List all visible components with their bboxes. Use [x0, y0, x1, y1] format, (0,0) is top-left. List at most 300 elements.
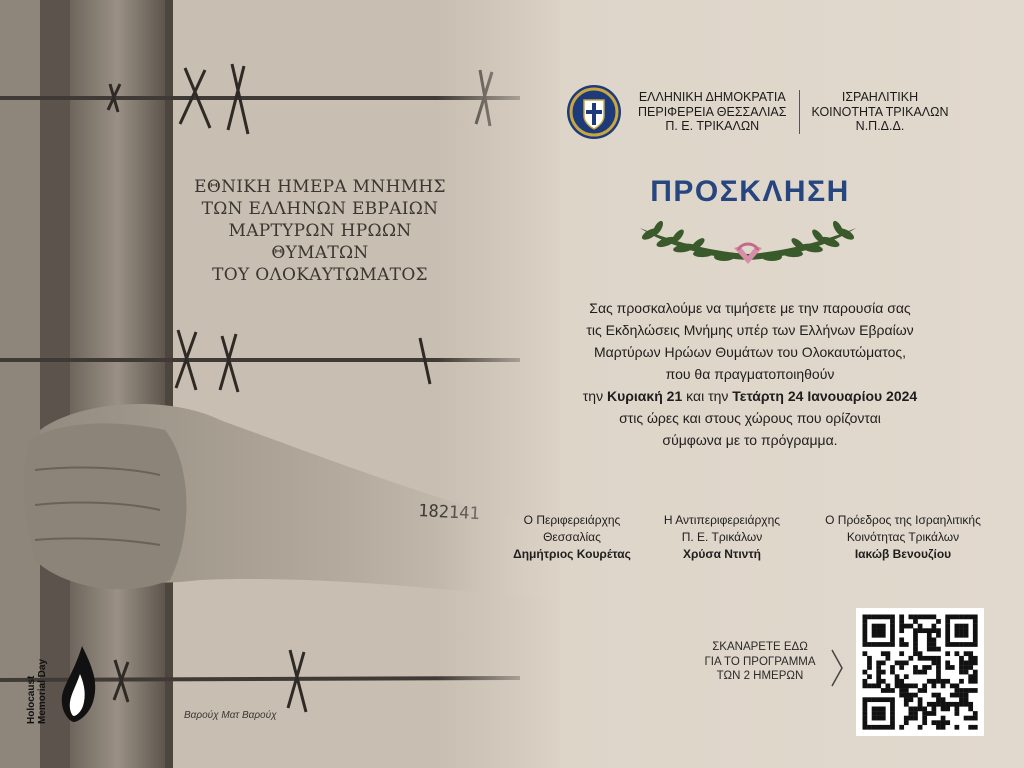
qr-module	[881, 679, 886, 684]
qr-module	[872, 624, 877, 629]
qr-module	[904, 642, 909, 647]
greek-coat-of-arms-icon	[566, 84, 622, 140]
signatory-role: Η Αντιπεριφερειάρχης	[663, 513, 781, 527]
qr-module	[973, 642, 978, 647]
qr-module	[973, 688, 978, 693]
signatory-name: Χρύσα Ντιντή	[682, 547, 762, 561]
qr-module	[918, 697, 923, 702]
qr-module	[968, 642, 973, 647]
scan-line: ΓΙΑ ΤΟ ΠΡΟΓΡΑΜΜΑ	[704, 655, 816, 668]
body-line: στις ώρες και στους χώρους που ορίζονται	[619, 410, 881, 426]
jewish-community-name	[812, 90, 949, 134]
qr-module	[955, 702, 960, 707]
qr-module	[936, 697, 941, 702]
qr-module	[955, 707, 960, 712]
region-line: Π. Ε. ΤΡΙΚΑΛΩΝ	[665, 119, 760, 134]
qr-module	[936, 628, 941, 633]
scan-line: ΣΚΑΝΑΡΕΤΕ ΕΔΩ	[712, 641, 808, 653]
qr-module	[872, 628, 877, 633]
qr-module	[945, 661, 950, 666]
qr-module	[872, 711, 877, 716]
qr-module	[941, 707, 946, 712]
qr-module	[904, 693, 909, 698]
qr-module	[945, 720, 950, 725]
qr-module	[909, 711, 914, 716]
qr-module	[927, 615, 932, 620]
qr-module	[936, 647, 941, 652]
signatory-role: Κοινότητας Τρικάλων	[846, 530, 960, 544]
qr-module	[932, 642, 937, 647]
qr-module	[881, 725, 886, 730]
qr-module	[959, 665, 964, 670]
qr-module	[922, 615, 927, 620]
memorial-title-line: ΘΥΜΑΤΩΝ	[271, 243, 369, 263]
signatory-community-president	[808, 512, 998, 563]
qr-module	[955, 624, 960, 629]
qr-module	[876, 624, 881, 629]
qr-module	[950, 642, 955, 647]
qr-module	[932, 638, 937, 643]
chevron-right-icon	[830, 648, 844, 688]
qr-module	[876, 697, 881, 702]
qr-module	[964, 665, 969, 670]
qr-module	[964, 628, 969, 633]
qr-module	[872, 615, 877, 620]
qr-module	[968, 679, 973, 684]
qr-module	[881, 670, 886, 675]
logo-line: Memorial Day	[37, 658, 48, 724]
qr-module	[913, 642, 918, 647]
qr-module	[918, 615, 923, 620]
qr-module	[863, 716, 868, 721]
qr-module	[973, 670, 978, 675]
qr-module	[881, 633, 886, 638]
qr-module	[950, 665, 955, 670]
qr-module	[863, 638, 868, 643]
memorial-title-line: ΤΟΥ ΟΛΟΚΑΥΤΩΜΑΤΟΣ	[212, 265, 428, 285]
qr-module	[959, 661, 964, 666]
qr-module	[932, 720, 937, 725]
community-line: ΚΟΙΝΟΤΗΤΑ ΤΡΙΚΑΛΩΝ	[811, 104, 949, 119]
qr-module	[913, 707, 918, 712]
qr-module	[890, 633, 895, 638]
qr-module	[964, 642, 969, 647]
qr-module	[927, 656, 932, 661]
qr-module	[945, 702, 950, 707]
qr-module	[876, 670, 881, 675]
qr-module	[936, 633, 941, 638]
qr-module	[890, 642, 895, 647]
qr-module	[895, 679, 900, 684]
qr-module	[936, 674, 941, 679]
qr-module	[876, 674, 881, 679]
qr-module	[936, 619, 941, 624]
qr-module	[890, 688, 895, 693]
qr-module	[886, 688, 891, 693]
qr-module	[876, 716, 881, 721]
qr-module	[945, 628, 950, 633]
qr-module	[936, 679, 941, 684]
qr-module	[895, 684, 900, 689]
qr-module	[959, 642, 964, 647]
qr-module	[904, 720, 909, 725]
qr-module	[941, 716, 946, 721]
qr-module	[863, 670, 868, 675]
qr-module	[936, 702, 941, 707]
qr-module	[959, 670, 964, 675]
qr-module	[863, 628, 868, 633]
qr-code[interactable]	[856, 608, 984, 736]
qr-module	[863, 615, 868, 620]
qr-module	[968, 615, 973, 620]
qr-module	[932, 679, 937, 684]
qr-module	[932, 628, 937, 633]
signatory-role: Ο Πρόεδρος της Ισραηλιτικής	[825, 513, 981, 527]
qr-module	[881, 661, 886, 666]
qr-module	[913, 693, 918, 698]
qr-module	[881, 624, 886, 629]
qr-module	[890, 697, 895, 702]
region-line: ΠΕΡΙΦΕΡΕΙΑ ΘΕΣΣΑΛΙΑΣ	[638, 104, 787, 119]
qr-module	[886, 642, 891, 647]
qr-module	[950, 693, 955, 698]
region-name	[638, 90, 787, 134]
qr-module	[904, 688, 909, 693]
qr-module	[941, 679, 946, 684]
qr-module	[899, 679, 904, 684]
qr-module	[909, 697, 914, 702]
qr-module	[927, 711, 932, 716]
qr-module	[955, 693, 960, 698]
qr-module	[886, 725, 891, 730]
qr-module	[913, 684, 918, 689]
qr-module	[899, 725, 904, 730]
qr-module	[886, 684, 891, 689]
qr-module	[918, 702, 923, 707]
qr-module	[959, 702, 964, 707]
signatory-role: Ο Περιφερειάρχης	[523, 513, 621, 527]
signatory-name: Ιακώβ Βενουζίου	[854, 547, 952, 561]
qr-module	[867, 674, 872, 679]
qr-module	[867, 642, 872, 647]
date-wednesday: Τετάρτη 24 Ιανουαρίου 2024	[732, 388, 918, 404]
qr-module	[968, 716, 973, 721]
qr-module	[927, 642, 932, 647]
qr-module	[922, 656, 927, 661]
qr-module	[863, 679, 868, 684]
region-line: ΕΛΛΗΝΙΚΗ ΔΗΜΟΚΡΑΤΙΑ	[638, 90, 786, 105]
qr-module	[876, 665, 881, 670]
header-divider	[799, 90, 800, 134]
qr-module	[945, 615, 950, 620]
qr-module	[922, 720, 927, 725]
qr-module	[876, 642, 881, 647]
memorial-title	[170, 176, 470, 286]
qr-module	[927, 633, 932, 638]
qr-module	[913, 647, 918, 652]
qr-module	[973, 674, 978, 679]
signatory-deputy-governor	[652, 512, 792, 563]
qr-module	[922, 665, 927, 670]
qr-module	[881, 628, 886, 633]
qr-module	[964, 702, 969, 707]
qr-module	[863, 624, 868, 629]
qr-module	[932, 707, 937, 712]
qr-module	[918, 725, 923, 730]
qr-module	[927, 647, 932, 652]
qr-module	[863, 720, 868, 725]
qr-module	[899, 651, 904, 656]
qr-module	[959, 624, 964, 629]
qr-module	[973, 619, 978, 624]
qr-module	[876, 684, 881, 689]
qr-module	[945, 651, 950, 656]
qr-module	[945, 679, 950, 684]
qr-module	[941, 720, 946, 725]
body-text: την	[582, 388, 607, 404]
qr-module	[922, 688, 927, 693]
qr-module	[932, 702, 937, 707]
body-line: Μαρτύρων Ηρώων Θυμάτων του Ολοκαυτώματος,	[593, 344, 907, 360]
qr-module	[968, 674, 973, 679]
scan-line: ΤΩΝ 2 ΗΜΕΡΩΝ	[716, 670, 804, 682]
laurel-wreath-icon	[628, 220, 868, 272]
qr-module	[950, 615, 955, 620]
qr-module	[881, 642, 886, 647]
scan-instructions	[690, 640, 830, 684]
qr-module	[918, 656, 923, 661]
qr-module	[959, 633, 964, 638]
qr-module	[886, 651, 891, 656]
qr-module	[867, 656, 872, 661]
qr-module	[890, 628, 895, 633]
qr-module	[932, 624, 937, 629]
qr-module	[945, 619, 950, 624]
qr-module	[973, 711, 978, 716]
qr-module	[872, 642, 877, 647]
qr-module	[904, 674, 909, 679]
qr-module	[890, 707, 895, 712]
memorial-title-line: ΤΩΝ ΕΛΛΗΝΩΝ ΕΒΡΑΙΩΝ	[201, 199, 439, 219]
qr-module	[936, 720, 941, 725]
qr-module	[904, 697, 909, 702]
qr-module	[899, 624, 904, 629]
qr-module	[973, 661, 978, 666]
qr-module	[863, 642, 868, 647]
qr-module	[945, 707, 950, 712]
qr-module	[959, 615, 964, 620]
qr-module	[913, 628, 918, 633]
body-line: που θα πραγματοποιηθούν	[665, 366, 835, 382]
qr-module	[968, 661, 973, 666]
qr-module	[959, 679, 964, 684]
qr-module	[863, 702, 868, 707]
qr-module	[867, 725, 872, 730]
qr-module	[899, 684, 904, 689]
qr-module	[936, 661, 941, 666]
qr-module	[922, 711, 927, 716]
qr-module	[881, 711, 886, 716]
qr-module	[886, 697, 891, 702]
qr-module	[932, 684, 937, 689]
qr-module	[913, 638, 918, 643]
qr-module	[973, 633, 978, 638]
qr-module	[936, 693, 941, 698]
qr-module	[904, 624, 909, 629]
qr-module	[913, 711, 918, 716]
qr-module	[899, 638, 904, 643]
qr-module	[890, 711, 895, 716]
body-line: τις Εκδηλώσεις Μνήμης υπέρ των Ελλήνων Εβραίων	[586, 322, 914, 338]
qr-module	[936, 665, 941, 670]
qr-module	[932, 615, 937, 620]
qr-module	[955, 633, 960, 638]
qr-module	[909, 624, 914, 629]
qr-module	[918, 651, 923, 656]
qr-module	[941, 725, 946, 730]
qr-module	[918, 707, 923, 712]
qr-module	[913, 716, 918, 721]
flame-icon	[44, 636, 102, 726]
invitation-body	[520, 297, 980, 451]
body-line: σύμφωνα με το πρόγραμμα.	[662, 432, 838, 448]
body-dates-line	[520, 385, 980, 407]
qr-module	[927, 702, 932, 707]
qr-module	[881, 707, 886, 712]
body-text: και την	[682, 388, 733, 404]
qr-module	[913, 615, 918, 620]
qr-module	[867, 684, 872, 689]
qr-module	[950, 702, 955, 707]
qr-module	[959, 628, 964, 633]
qr-module	[890, 725, 895, 730]
qr-module	[876, 725, 881, 730]
qr-module	[881, 615, 886, 620]
qr-module	[945, 665, 950, 670]
qr-module	[899, 615, 904, 620]
qr-module	[863, 619, 868, 624]
qr-module	[863, 697, 868, 702]
qr-module	[863, 684, 868, 689]
photo-credit: Βαρούχ Ματ Βαρούχ	[184, 710, 277, 721]
qr-module	[918, 688, 923, 693]
qr-module	[927, 638, 932, 643]
qr-module	[973, 679, 978, 684]
qr-module	[890, 670, 895, 675]
qr-module	[890, 716, 895, 721]
qr-module	[895, 661, 900, 666]
qr-module	[922, 670, 927, 675]
qr-module	[890, 619, 895, 624]
qr-module	[909, 693, 914, 698]
qr-module	[899, 693, 904, 698]
qr-module	[973, 638, 978, 643]
qr-module	[876, 615, 881, 620]
invitation-title: ΠΡΟΣΚΛΗΣΗ	[650, 175, 850, 208]
qr-module	[863, 651, 868, 656]
qr-module	[955, 688, 960, 693]
qr-module	[890, 665, 895, 670]
qr-module	[955, 642, 960, 647]
qr-module	[932, 693, 937, 698]
qr-module	[964, 697, 969, 702]
qr-module	[964, 624, 969, 629]
signatory-role: Π. Ε. Τρικάλων	[681, 530, 763, 544]
qr-module	[867, 615, 872, 620]
qr-module	[950, 684, 955, 689]
qr-module	[899, 688, 904, 693]
qr-module	[945, 633, 950, 638]
qr-module	[918, 670, 923, 675]
qr-module	[968, 725, 973, 730]
qr-module	[872, 716, 877, 721]
qr-module	[964, 688, 969, 693]
qr-module	[945, 638, 950, 643]
qr-module	[973, 628, 978, 633]
qr-module	[872, 707, 877, 712]
qr-module	[968, 688, 973, 693]
qr-module	[964, 670, 969, 675]
qr-module	[973, 725, 978, 730]
qr-module	[941, 684, 946, 689]
qr-module	[968, 665, 973, 670]
qr-module	[867, 661, 872, 666]
qr-module	[932, 661, 937, 666]
qr-module	[899, 665, 904, 670]
logo-line: Holocaust	[26, 675, 37, 724]
qr-module	[913, 665, 918, 670]
qr-module	[904, 716, 909, 721]
qr-module	[959, 688, 964, 693]
qr-module	[959, 697, 964, 702]
qr-module	[968, 656, 973, 661]
qr-module	[890, 638, 895, 643]
qr-module	[922, 628, 927, 633]
qr-module	[955, 684, 960, 689]
qr-module	[936, 725, 941, 730]
qr-module	[867, 697, 872, 702]
memorial-title-line: ΜΑΡΤΥΡΩΝ ΗΡΩΩΝ	[228, 221, 412, 241]
qr-module	[955, 628, 960, 633]
qr-module	[909, 656, 914, 661]
qr-module	[964, 716, 969, 721]
qr-module	[968, 651, 973, 656]
qr-module	[890, 624, 895, 629]
qr-module	[918, 624, 923, 629]
qr-module	[945, 624, 950, 629]
qr-module	[913, 633, 918, 638]
qr-module	[955, 725, 960, 730]
qr-module	[932, 656, 937, 661]
qr-module	[918, 628, 923, 633]
qr-module	[899, 642, 904, 647]
qr-module	[876, 628, 881, 633]
qr-module	[872, 725, 877, 730]
qr-module	[973, 716, 978, 721]
qr-module	[876, 679, 881, 684]
qr-module	[876, 661, 881, 666]
qr-module	[909, 615, 914, 620]
qr-module	[881, 716, 886, 721]
qr-module	[886, 656, 891, 661]
qr-module	[955, 711, 960, 716]
qr-module	[941, 697, 946, 702]
qr-module	[936, 656, 941, 661]
qr-module	[904, 702, 909, 707]
qr-module	[899, 661, 904, 666]
qr-module	[927, 665, 932, 670]
qr-module	[872, 697, 877, 702]
